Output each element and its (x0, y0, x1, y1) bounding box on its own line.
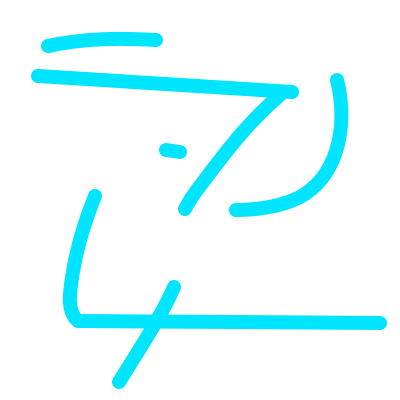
stroke-top-short-line (48, 39, 156, 46)
stroke-diagonal (185, 95, 280, 209)
stroke-upper-long-line (38, 76, 292, 92)
stroke-bottom-diagonal (119, 287, 174, 382)
stroke-right-curve (236, 80, 341, 210)
stroke-small-dash (166, 150, 180, 152)
stroke-left-l-shape (70, 196, 380, 323)
